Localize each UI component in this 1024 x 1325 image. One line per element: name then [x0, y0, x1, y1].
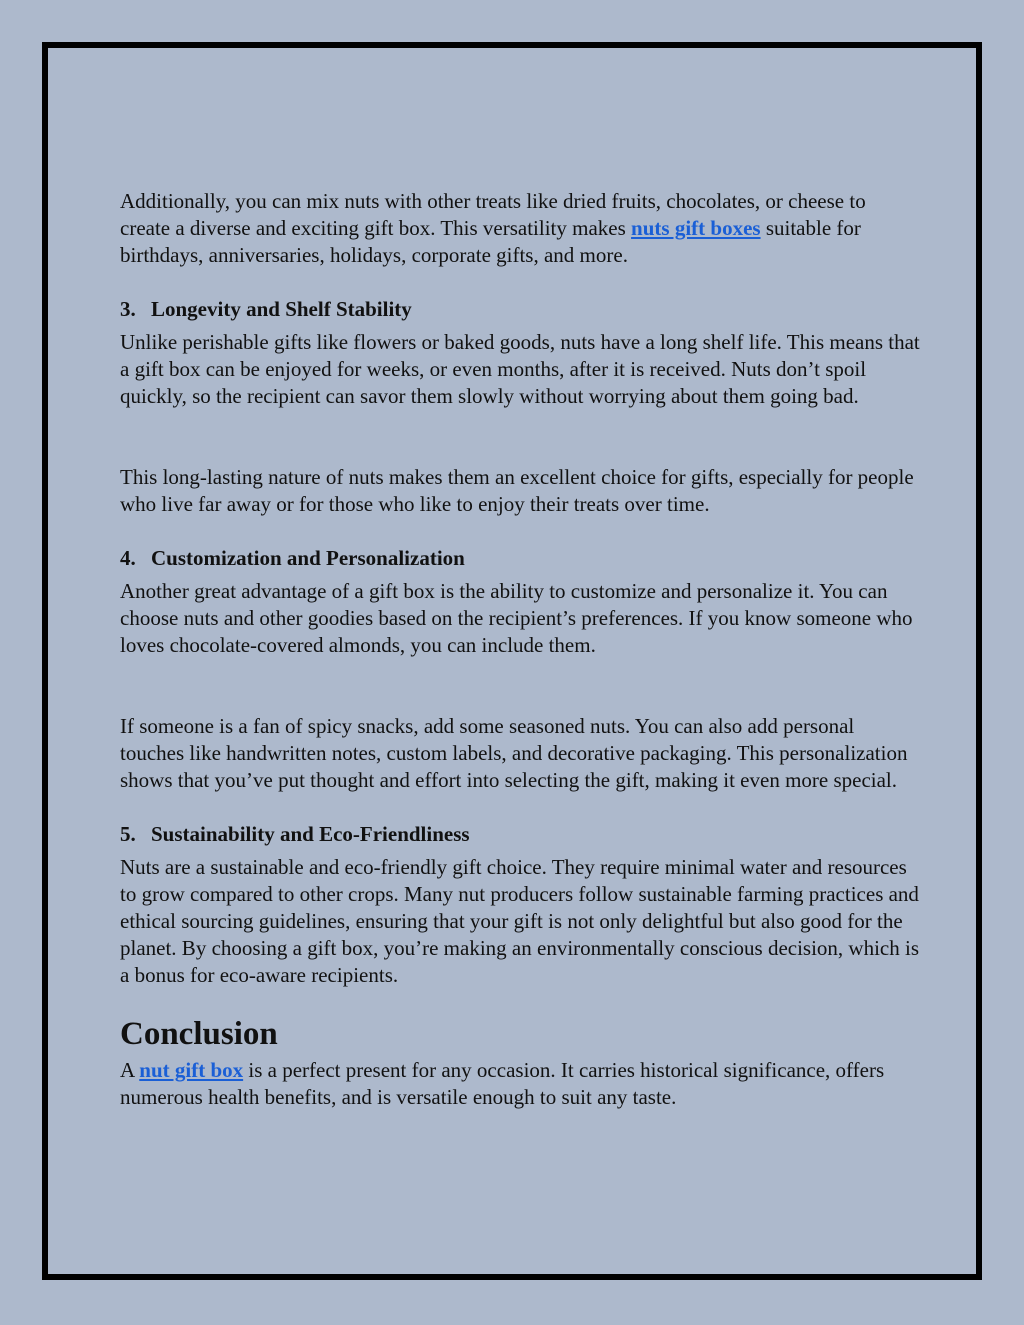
intro-paragraph	[120, 188, 920, 269]
intro-text-after: suitable for birthdays, anniversaries, holidays, corporate gifts, and more.	[120, 216, 861, 267]
intro-text-before: Additionally, you can mix nuts with other treats like dried fruits, chocolates, or cheese to create a diverse and exciting gift box. This versatility makes	[120, 189, 866, 240]
nut-gift-box-link[interactable]: nut gift box	[139, 1058, 244, 1082]
section-paragraph: Another great advantage of a gift box is the ability to customize and personalize it. You can choose nuts and other goodies based on the recipient’s preferences. If you know someone who loves chocolate-covered almonds, you can include them.	[120, 579, 913, 657]
conclusion-text-before: A	[120, 1058, 140, 1082]
conclusion-text-after: is a perfect present for any occasion. It carries historical significance, offers numerous health benefits, and is versatile enough to suit any taste.	[120, 1058, 885, 1109]
section-paragraph: Unlike perishable gifts like flowers or baked goods, nuts have a long shelf life. This means that a gift box can be enjoyed for weeks, or even months, after it is received. Nuts don’t spoil quickly, so the recipient can savor them slowly without worrying about them going bad.	[120, 330, 920, 408]
section-paragraph: This long-lasting nature of nuts makes them an excellent choice for gifts, especially for people who live far away or for those who like to enjoy their treats over time.	[120, 465, 914, 516]
nuts-gift-boxes-link[interactable]: nuts gift boxes	[631, 216, 761, 240]
section-title: Longevity and Shelf Stability	[151, 297, 412, 321]
conclusion-heading: Conclusion	[120, 1016, 278, 1052]
section-number: 3.	[120, 297, 136, 321]
section-heading-sustainability	[120, 821, 920, 848]
conclusion-paragraph	[120, 1057, 920, 1111]
section-paragraph: Nuts are a sustainable and eco-friendly gift choice. They require minimal water and resources to grow compared to other crops. Many nut producers follow sustainable farming practices and ethical sourcing guidelines, ensuring that your gift is not only delightful but also good for the planet. By choosing a gift box, you’re making an environmentally conscious decision, which is a bonus for eco-aware recipients.	[120, 855, 920, 987]
section-title: Customization and Personalization	[151, 546, 465, 570]
section-heading-longevity	[120, 296, 920, 323]
section-paragraph: If someone is a fan of spicy snacks, add some seasoned nuts. You can also add personal touches like handwritten notes, custom labels, and decorative packaging. This personalization shows that you’ve put thought and effort into selecting the gift, making it even more special.	[120, 714, 908, 792]
document-body	[120, 188, 920, 1111]
section-heading-customization	[120, 545, 920, 572]
section-number: 4.	[120, 546, 136, 570]
section-number: 5.	[120, 822, 136, 846]
section-title: Sustainability and Eco-Friendliness	[151, 822, 470, 846]
